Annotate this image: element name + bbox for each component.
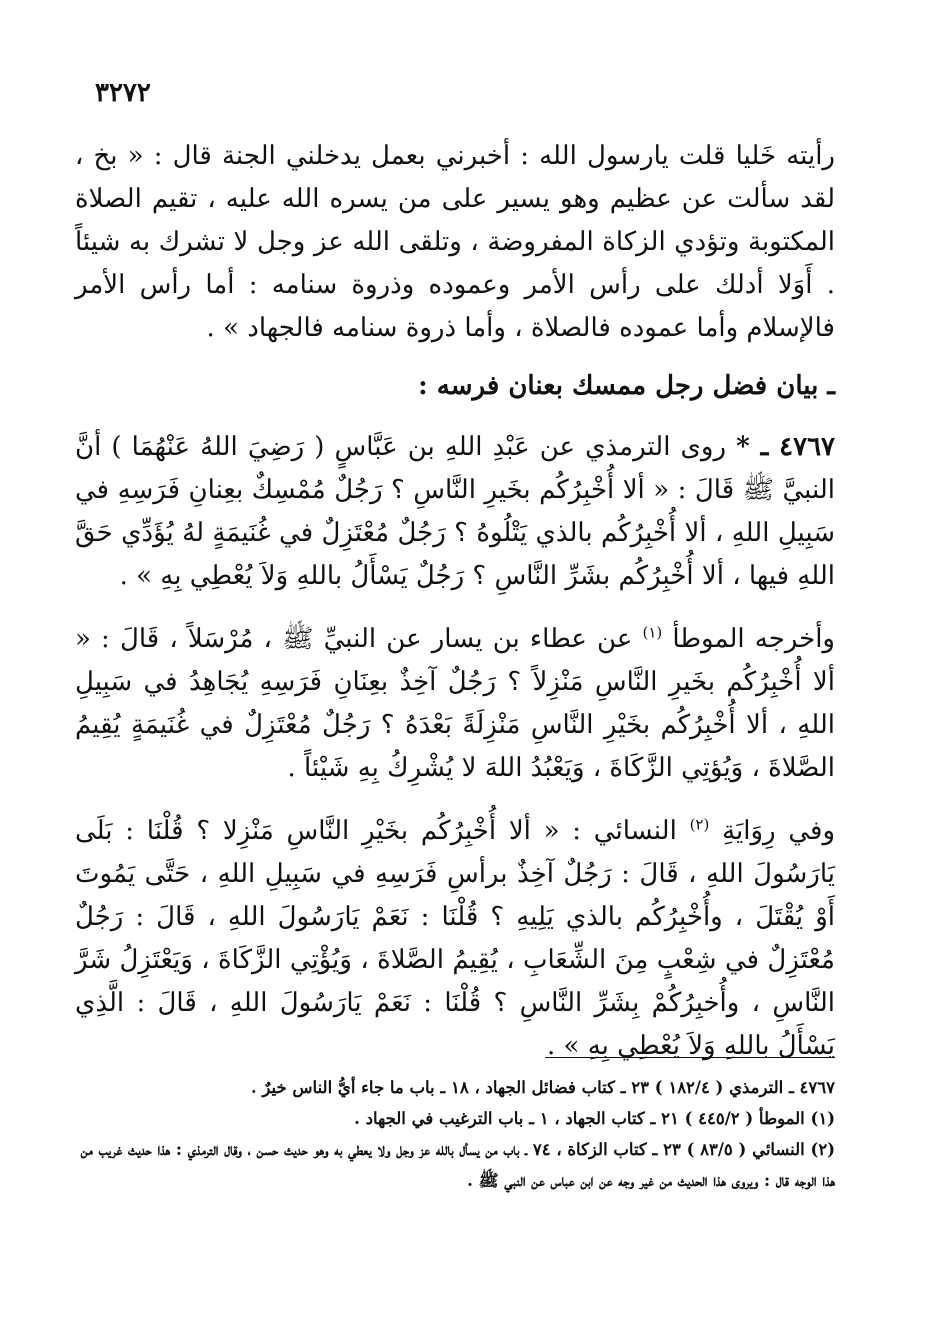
footnote-1: (١) الموطأ ( ٤٤٥/٢ ) ٢١ ـ كتاب الجهاد ، ١ ـ باب الترغيب في الجهاد . xyxy=(354,1109,835,1128)
hadith-text: روى الترمذي عن عَبْدِ اللهِ بن عَبَّاسٍ ( رَضِيَ اللهُ عَنْهُمَا ) أنَّ النبيَّ ﷺ قَالَ : « ألا أُخْبِرُكُم بخَيرِ النَّاسِ ؟ رَجُلٌ مُمْسِكٌ بعِنانِ فَرَسِهِ في سَبِيلِ اللهِ ، ألا أُخْبِرُكُم بالذي يَتْلُوهُ ؟ رَجُلٌ مُعْتَزِلٌ في غُنَيمَةٍ لهُ يُؤَدِّي حَقَّ اللهِ فيها ، ألا أُخْبِرُكُم بشَرِّ النَّاسِ ؟ رَجُلٌ يَسْأَلُ باللهِ وَلاَ يُعْطِي بِهِ » . xyxy=(75,432,835,591)
footnote-2: (٢) النسائي ( ٨٣/٥ ) ٢٣ ـ كتاب الزكاة ، ٧٤ ـ باب من يسأل بالله عز وجل ولا يعطي به وهو حديث حسن ، وقال الترمذي : هذا حديث غريب من هذا الوجه قال : ويروى هذا الحديث من غير وجه عن ابن عباس عن النبي ﷺ . xyxy=(80,1140,835,1190)
nasai-paragraph xyxy=(75,810,835,1068)
page-number: ٣٢٧٢ xyxy=(95,78,151,108)
muwatta-text: عن عطاء بن يسار عن النبيِّ ﷺ ، مُرْسَلاً ، قَالَ : « ألا أُخْبِرُكُم بخَيرِ النَّاسِ مَنْزِلاً ؟ رَجُلٌ آخِذٌ بعِنَانِ فَرَسِهِ يُجَاهِدُ في سَبِيلِ اللهِ ، ألا أُخْبِرُكُم بخَيْرِ النَّاسِ مَنْزِلَةً بَعْدَهُ ؟ رَجُلٌ مُعْتَزِلٌ في غُنَيمَةٍ يُقِيمُ الصَّلاةَ ، وَيُؤتِي الزَّكَاةَ ، وَيَعْبُدُ اللهَ لا يُشْرِكُ بِهِ شَيْئاً . xyxy=(75,624,835,783)
hadith-number: ٤٧٦٧ ـ * xyxy=(736,432,835,462)
footnote-ref-2: (٢) xyxy=(689,815,710,834)
main-text xyxy=(75,135,835,1088)
footnotes xyxy=(75,1057,835,1196)
footnote-hadith: ٤٧٦٧ ـ الترمذي ( ١٨٢/٤ ) ٢٣ ـ كتاب فضائل الجهاد ، ١٨ ـ باب ما جاء أيُّ الناس خيرٌ . xyxy=(250,1078,835,1097)
intro-paragraph: رأيته خَليا قلت يارسول الله : أخبرني بعمل يدخلني الجنة قال : « بخ ، لقد سألت عن عظيم وهو يسير على من يسره الله عليه ، تقيم الصلاة المكتوبة وتؤدي الزكاة المفروضة ، وتلقى الله عز وجل لا تشرك به شيئاً . أَوَلا أدلك على رأس الأمر وعموده وذروة سنامه : أما رأس الأمر فالإسلام وأما عموده فالصلاة ، وأما ذروة سنامه فالجهاد » . xyxy=(75,141,835,343)
section-heading: ـ بيان فضل رجل ممسك بعنان فرسه : xyxy=(418,371,835,401)
muwatta-paragraph xyxy=(75,618,835,790)
hadith-paragraph xyxy=(75,426,835,598)
footnote-ref-1: (١) xyxy=(642,623,663,642)
nasai-lead: وفي رِوَايَةِ xyxy=(722,816,836,846)
muwatta-lead: وأخرجه الموطأ xyxy=(672,624,835,654)
footnote-divider xyxy=(545,1057,835,1058)
nasai-text: النسائي : « ألا أُخْبِرُكُم بخَيْرِ النَّاسِ مَنْزِلا ؟ قُلْنَا : بَلَى يَارَسُولَ اللهِ ، قَالَ : رَجُلٌ آخِذٌ برأسِ فَرَسِهِ في سَبِيلِ اللهِ ، حَتَّى يَمُوتَ أَوْ يُقْتَلَ ، وأُخْبِرُكُم بالذي يَلِيهِ ؟ قُلْنَا : نَعَمْ يَارَسُولَ اللهِ ، قَالَ : رَجُلٌ مُعْتَزِلٌ في شِعْبٍ مِنَ الشِّعَابِ ، يُقِيمُ الصَّلاةَ ، وَيُؤْتِي الزَّكَاةَ ، وَيَعْتَزِلُ شَرَّ النَّاسِ ، وأُخبِرُكُمْ بِشَرِّ النَّاسِ ؟ قُلْنَا : نَعَمْ يَارَسُولَ اللهِ ، قَالَ : الَّذِي يَسْأَلُ باللهِ وَلاَ يُعْطِي بِهِ » . xyxy=(75,816,835,1061)
